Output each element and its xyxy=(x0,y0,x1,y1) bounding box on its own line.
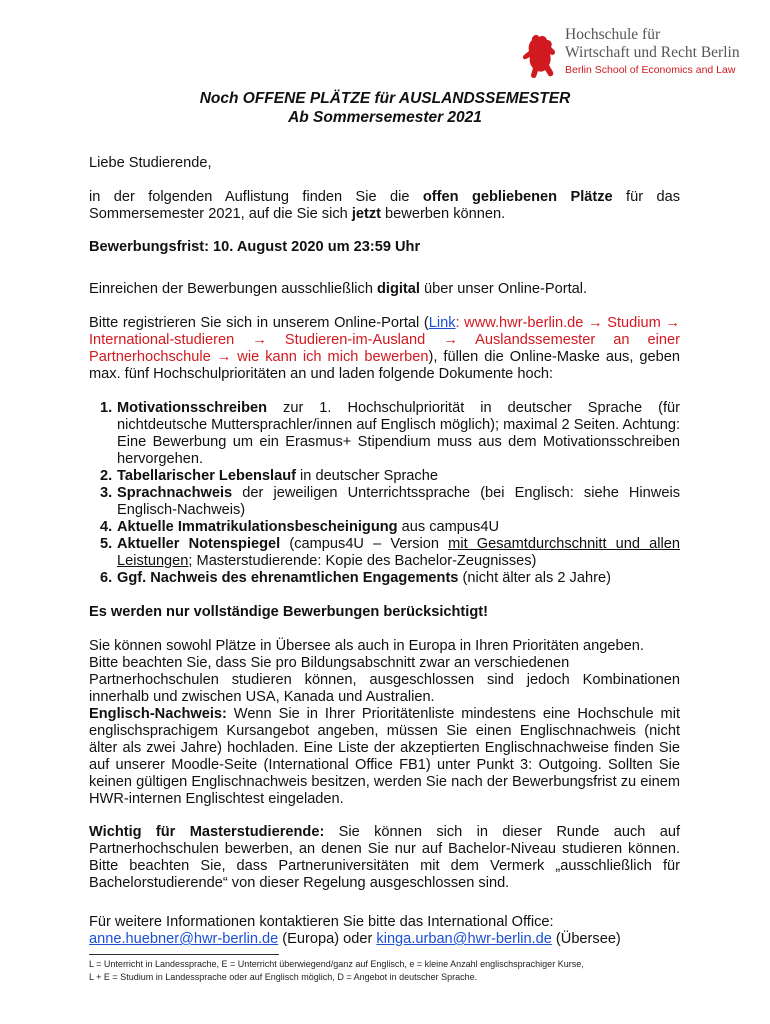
deadline: Bewerbungsfrist: 10. August 2020 um 23:59 Uhr xyxy=(89,239,421,255)
master-text: Sie können sich in dieser Runde auch auf Partnerhochschulen bewerben, an denen Sie nur auf Bachelor-Niveau studieren können. Bitte beachten Sie, dass Partneruniversitäten mit dem Vermerk „ausschließlich für Bachelorstudierende“ von dieser Regelung ausgeschlossen sind. xyxy=(89,824,681,891)
master-label: Wichtig für Masterstudierende: xyxy=(89,824,325,840)
submit-paragraph xyxy=(89,281,680,298)
list-item xyxy=(100,536,680,570)
greeting: Liebe Studierende, xyxy=(89,155,212,171)
intro-text: in der folgenden Auflistung finden Sie die xyxy=(89,189,423,205)
english-paragraph xyxy=(89,706,680,808)
list-item-text: (campus4U – Version xyxy=(280,536,449,552)
document-list xyxy=(89,400,680,587)
english-label: Englisch-Nachweis: xyxy=(89,706,227,722)
contact-label-overseas: (Übersee) xyxy=(551,931,621,947)
list-number: 1. xyxy=(100,400,113,416)
overseas-line-2: Bitte beachten Sie, dass Sie pro Bildungsabschnitt zwar an verschiedenen xyxy=(89,655,570,671)
submit-text: Einreichen der Bewerbungen ausschließlich xyxy=(89,281,377,297)
overseas-rest: Partnerhochschulen studieren können, ausgeschlossen sind jedoch Kombinationen innerhalb und zwischen USA, Kanada und Australien. xyxy=(89,672,680,705)
list-item xyxy=(100,570,680,587)
footnote xyxy=(89,958,689,984)
berlin-bear-icon xyxy=(520,32,560,80)
email-link-overseas[interactable]: kinga.urban@hwr-berlin.de xyxy=(376,931,552,947)
list-item-title: Sprachnachweis xyxy=(117,485,233,501)
register-text: Bitte registrieren Sie sich in unserem Online-Portal ( xyxy=(89,315,429,331)
list-number: 4. xyxy=(100,519,113,535)
list-item-title: Aktuelle Immatrikulationsbescheinigung xyxy=(117,519,398,535)
submit-emphasis: digital xyxy=(376,281,420,297)
contact-line-1: Für weitere Informationen kontaktieren Sie bitte das International Office: xyxy=(89,914,554,930)
list-item-title: Tabellarischer Lebenslauf xyxy=(117,468,296,484)
list-item xyxy=(100,519,680,536)
list-item-title: Motivationsschreiben xyxy=(117,400,268,416)
list-number: 6. xyxy=(100,570,113,586)
page-title xyxy=(0,89,770,127)
list-item-text-2: ; Masterstudierende: Kopie des Bachelor-Zeugnisses) xyxy=(188,553,537,569)
register-paragraph xyxy=(89,315,680,383)
list-item xyxy=(100,485,680,519)
master-paragraph xyxy=(89,824,680,892)
logo-line-3: Berlin School of Economics and Law xyxy=(565,64,736,76)
footnote-line-1: L = Unterricht in Landessprache, E = Unterricht überwiegend/ganz auf Englisch, e = kleine Anzahl englischsprachiger Kurse, xyxy=(89,959,584,969)
list-item-text: in deutscher Sprache xyxy=(295,468,438,484)
list-item-text: (nicht älter als 2 Jahre) xyxy=(458,570,611,586)
intro-text-2: für das Sommersemester 2021, auf die Sie sich xyxy=(89,189,680,222)
email-link-europe[interactable]: anne.huebner@hwr-berlin.de xyxy=(89,931,279,947)
register-text-2: ), füllen die Online-Maske aus, geben max. fünf Hochschulprioritäten an und laden folgende Dokumente hoch: xyxy=(89,349,681,382)
list-item xyxy=(100,400,680,468)
complete-notice: Es werden nur vollständige Bewerbungen berücksichtigt! xyxy=(89,604,488,620)
list-number: 2. xyxy=(100,468,113,484)
title-line-1: Noch OFFENE PLÄTZE für AUSLANDSSEMESTER xyxy=(199,90,571,107)
logo-line-1: Hochschule für xyxy=(565,26,661,43)
english-text: Wenn Sie in Ihrer Prioritätenliste mindestens eine Hochschule mit englischsprachigem Kursangebot angeben, müssen Sie einen Englischnachweis (nicht älter als zwei Jahre) hochladen. Eine Liste der akzeptierten Englischnachweise finden Sie auf unserer Moodle-Seite (International Office FB1) unter Punkt 3: Outgoing. Sollten Sie keinen gültigen Englischnachweis besitzen, werden Sie nach der Bewerbungsfrist zu einem HWR-internen Englischtest eingeladen. xyxy=(89,706,680,807)
letter-body xyxy=(89,155,680,948)
footnote-line-2: L + E = Studium in Landessprache oder auf Englisch möglich, D = Angebot in deutscher Sprache. xyxy=(89,972,478,982)
title-line-2: Ab Sommersemester 2021 xyxy=(288,109,482,126)
intro-paragraph xyxy=(89,189,680,223)
overseas-line-1: Sie können sowohl Plätze in Übersee als auch in Europa in Ihren Prioritäten angeben. xyxy=(89,638,644,654)
intro-text-3: bewerben können. xyxy=(381,206,506,222)
hwr-logo xyxy=(520,28,760,84)
list-number: 3. xyxy=(100,485,113,501)
list-item-title: Aktueller Notenspiegel xyxy=(117,536,281,552)
list-item-text: der jeweiligen Unterrichtssprache (bei Englisch: siehe Hinweis Englisch-Nachweis) xyxy=(117,485,680,518)
list-item-text: zur 1. Hochschulpriorität in deutscher Sprache (für nichtdeutsche Muttersprachler/innen auf Englisch möglich); maximal 2 Seiten. Achtung: Eine Bewerbung um ein Erasmus+ Stipendium muss aus dem Motivationsschreiben hervorgehen. xyxy=(117,400,680,467)
footnote-divider xyxy=(89,954,279,955)
list-item xyxy=(100,468,680,485)
contact-label-europe: (Europa) oder xyxy=(278,931,377,947)
list-item-text: aus campus4U xyxy=(397,519,499,535)
list-item-title: Ggf. Nachweis des ehrenamtlichen Engagements xyxy=(117,570,459,586)
list-number: 5. xyxy=(100,536,113,552)
portal-path[interactable]: : www.hwr-berlin.de → Studium → International-studieren → Studieren-im-Ausland → Auslandssemester an einer Partnerhochschule → wie kann ich mich bewerben xyxy=(89,315,680,365)
contact-line-2 xyxy=(89,931,680,948)
submit-text-2: über unser Online-Portal. xyxy=(419,281,588,297)
logo-line-2: Wirtschaft und Recht Berlin xyxy=(565,44,740,61)
portal-link[interactable]: Link xyxy=(428,315,456,331)
list-item-underlined: mit Gesamtdurchschnitt und allen Leistungen xyxy=(117,536,680,569)
intro-emphasis-open-places: offen gebliebenen Plätze xyxy=(422,189,613,205)
intro-emphasis-now: jetzt xyxy=(351,206,381,222)
